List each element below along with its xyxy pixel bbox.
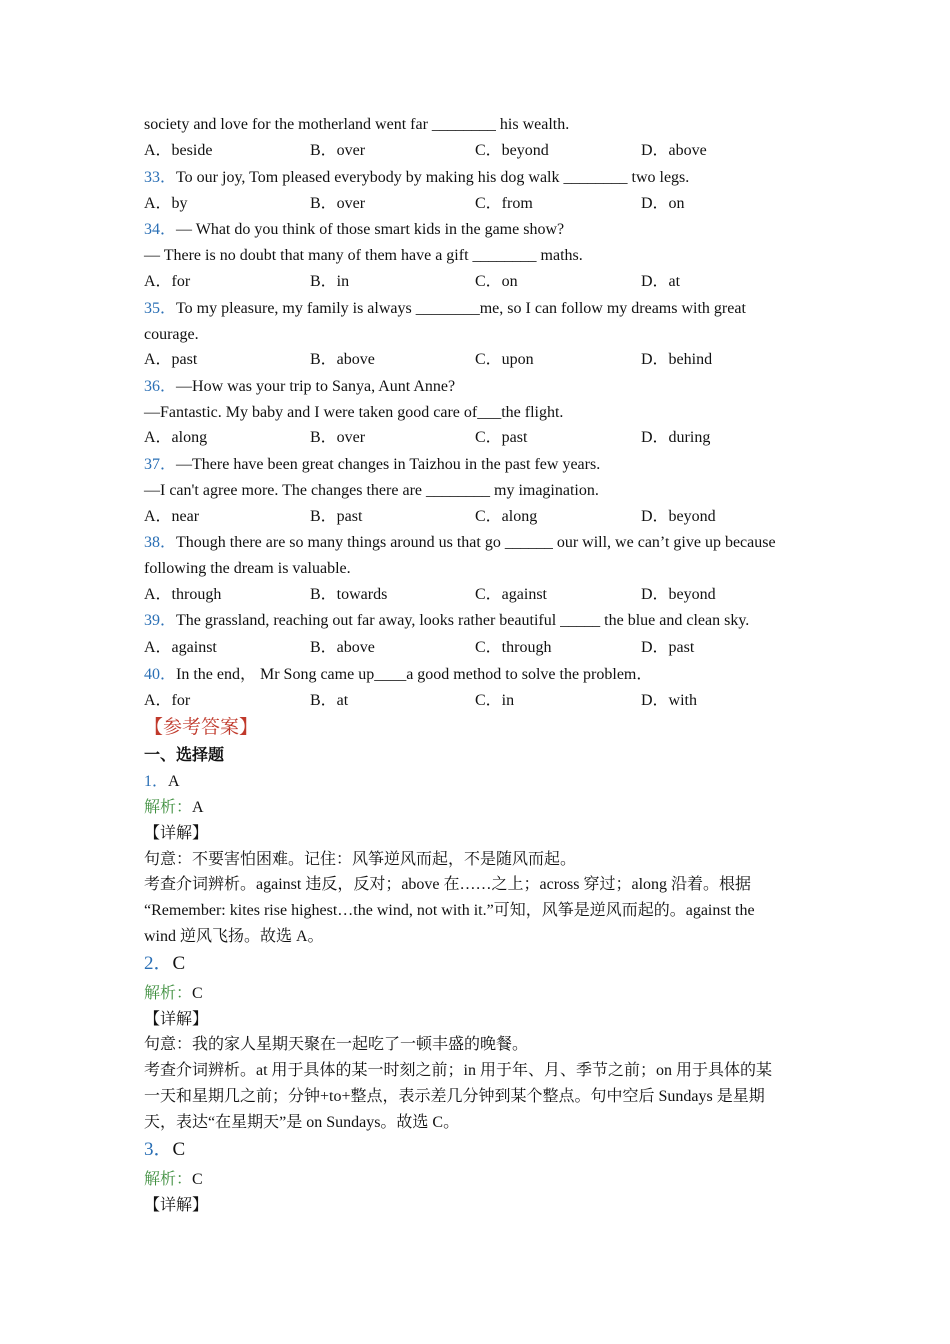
- question-number: 36．: [144, 378, 177, 395]
- option-d: D．on: [641, 195, 685, 212]
- option-b: B．past: [310, 508, 363, 525]
- option-d: D．behind: [641, 351, 713, 368]
- answer-3: [144, 1140, 824, 1160]
- question-37: [144, 455, 824, 475]
- option-d: D．past: [641, 639, 695, 656]
- question-text: Though there are so many things around us that go ______ our will, we can’t give up because: [176, 534, 776, 551]
- question-text: — What do you think of those smart kids in the game show?: [176, 221, 565, 238]
- question-37-line2: —I can't agree more. The changes there are ________ my imagination.: [144, 482, 599, 499]
- option-b: B．over: [310, 142, 366, 159]
- answer-2-line: 一天和星期几之前；分钟+to+整点，表示差几分钟到某个整点。句中空后 Sundays 是星期: [144, 1088, 765, 1105]
- option-c: C．along: [475, 508, 538, 525]
- question-text: To my pleasure, my family is always ________me, so I can follow my dreams with great: [176, 300, 746, 317]
- question-number: 35．: [144, 300, 177, 317]
- option-d: D．beyond: [641, 586, 716, 603]
- analysis-value: C: [192, 1171, 203, 1188]
- option-a: A．beside: [144, 142, 213, 159]
- analysis-value: A: [192, 799, 204, 816]
- option-c: C．in: [475, 692, 515, 709]
- answer-letter: C: [172, 1139, 186, 1160]
- option-c: C．past: [475, 429, 528, 446]
- answer-3-detail-label: 【详解】: [144, 1197, 209, 1214]
- option-b: B．over: [310, 429, 366, 446]
- analysis-label: 解析：: [144, 799, 193, 816]
- answer-1-line: wind 逆风飞扬。故选 A。: [144, 928, 324, 945]
- option-d: D．at: [641, 273, 681, 290]
- question-32-text: society and love for the motherland went far ________ his wealth.: [144, 116, 570, 133]
- option-a: A．for: [144, 692, 191, 709]
- option-a: A．near: [144, 508, 200, 525]
- answer-key-heading: 【参考答案】: [144, 717, 259, 738]
- section-heading: 一、选择题: [144, 747, 225, 764]
- option-b: B．above: [310, 351, 375, 368]
- option-c: C．on: [475, 273, 518, 290]
- question-40: [144, 665, 824, 685]
- question-text: —How was your trip to Sanya, Aunt Anne?: [176, 378, 456, 395]
- question-38-line2: following the dream is valuable.: [144, 560, 351, 577]
- option-a: A．past: [144, 351, 198, 368]
- analysis-label: 解析：: [144, 985, 193, 1002]
- question-36-line2: —Fantastic. My baby and I were taken good care of___the flight.: [144, 404, 564, 421]
- answer-number: 2．: [144, 953, 173, 974]
- answer-2-line: 考查介词辨析。at 用于具体的某一时刻之前；in 用于年、月、季节之前；on 用于具体的某: [144, 1062, 772, 1079]
- option-b: B．above: [310, 639, 375, 656]
- analysis-label: 解析：: [144, 1171, 193, 1188]
- question-36: [144, 377, 824, 397]
- question-38: [144, 533, 824, 553]
- option-a: A．along: [144, 429, 208, 446]
- question-33: [144, 168, 824, 188]
- answer-letter: A: [168, 773, 180, 790]
- answer-number: 1．: [144, 773, 169, 790]
- option-c: C．upon: [475, 351, 534, 368]
- question-number: 33．: [144, 169, 177, 186]
- question-39: [144, 611, 824, 631]
- answer-2: [144, 954, 824, 974]
- answer-2-line: 天，表达“在星期天”是 on Sundays。故选 C。: [144, 1114, 460, 1131]
- option-a: A．by: [144, 195, 188, 212]
- answer-3-analysis: [144, 1170, 824, 1190]
- answer-1: [144, 772, 824, 792]
- question-number: 38．: [144, 534, 177, 551]
- option-d: D．during: [641, 429, 711, 446]
- option-c: C．beyond: [475, 142, 549, 159]
- question-34: [144, 220, 824, 240]
- option-c: C．through: [475, 639, 552, 656]
- answer-letter: C: [172, 953, 186, 974]
- question-text: —There have been great changes in Taizhou in the past few years.: [176, 456, 601, 473]
- question-number: 34．: [144, 221, 177, 238]
- option-d: D．with: [641, 692, 698, 709]
- analysis-value: C: [192, 985, 203, 1002]
- answer-number: 3．: [144, 1139, 173, 1160]
- option-c: C．against: [475, 586, 547, 603]
- option-d: D．above: [641, 142, 707, 159]
- option-d: D．beyond: [641, 508, 716, 525]
- answer-1-analysis: [144, 798, 824, 818]
- option-a: A．for: [144, 273, 191, 290]
- question-text: The grassland, reaching out far away, looks rather beautiful _____ the blue and clean sky.: [176, 612, 750, 629]
- question-number: 40．: [144, 666, 177, 683]
- answer-2-line: 句意：我的家人星期天聚在一起吃了一顿丰盛的晚餐。: [144, 1036, 529, 1053]
- answer-1-line: “Remember: kites rise highest…the wind, not with it.”可知，风筝是逆风而起的。against the: [144, 902, 755, 919]
- option-b: B．at: [310, 692, 349, 709]
- question-35: [144, 299, 824, 319]
- option-b: B．towards: [310, 586, 388, 603]
- answer-2-analysis: [144, 984, 824, 1004]
- option-a: A．against: [144, 639, 217, 656]
- answer-1-line: 考查介词辨析。against 违反，反对；above 在……之上；across 穿过；along 沿着。根据: [144, 876, 752, 893]
- option-b: B．over: [310, 195, 366, 212]
- option-a: A．through: [144, 586, 222, 603]
- answer-1-detail-label: 【详解】: [144, 825, 209, 842]
- question-text: To our joy, Tom pleased everybody by making his dog walk ________ two legs.: [176, 169, 690, 186]
- option-b: B．in: [310, 273, 350, 290]
- question-34-line2: — There is no doubt that many of them have a gift ________ maths.: [144, 247, 583, 264]
- question-number: 37．: [144, 456, 177, 473]
- option-c: C．from: [475, 195, 533, 212]
- answer-2-detail-label: 【详解】: [144, 1011, 209, 1028]
- question-35-line2: courage.: [144, 326, 199, 343]
- question-text: In the end， Mr Song came up____a good method to solve the problem．: [176, 666, 653, 683]
- question-number: 39．: [144, 612, 177, 629]
- answer-1-line: 句意：不要害怕困难。记住：风筝逆风而起，不是随风而起。: [144, 851, 577, 868]
